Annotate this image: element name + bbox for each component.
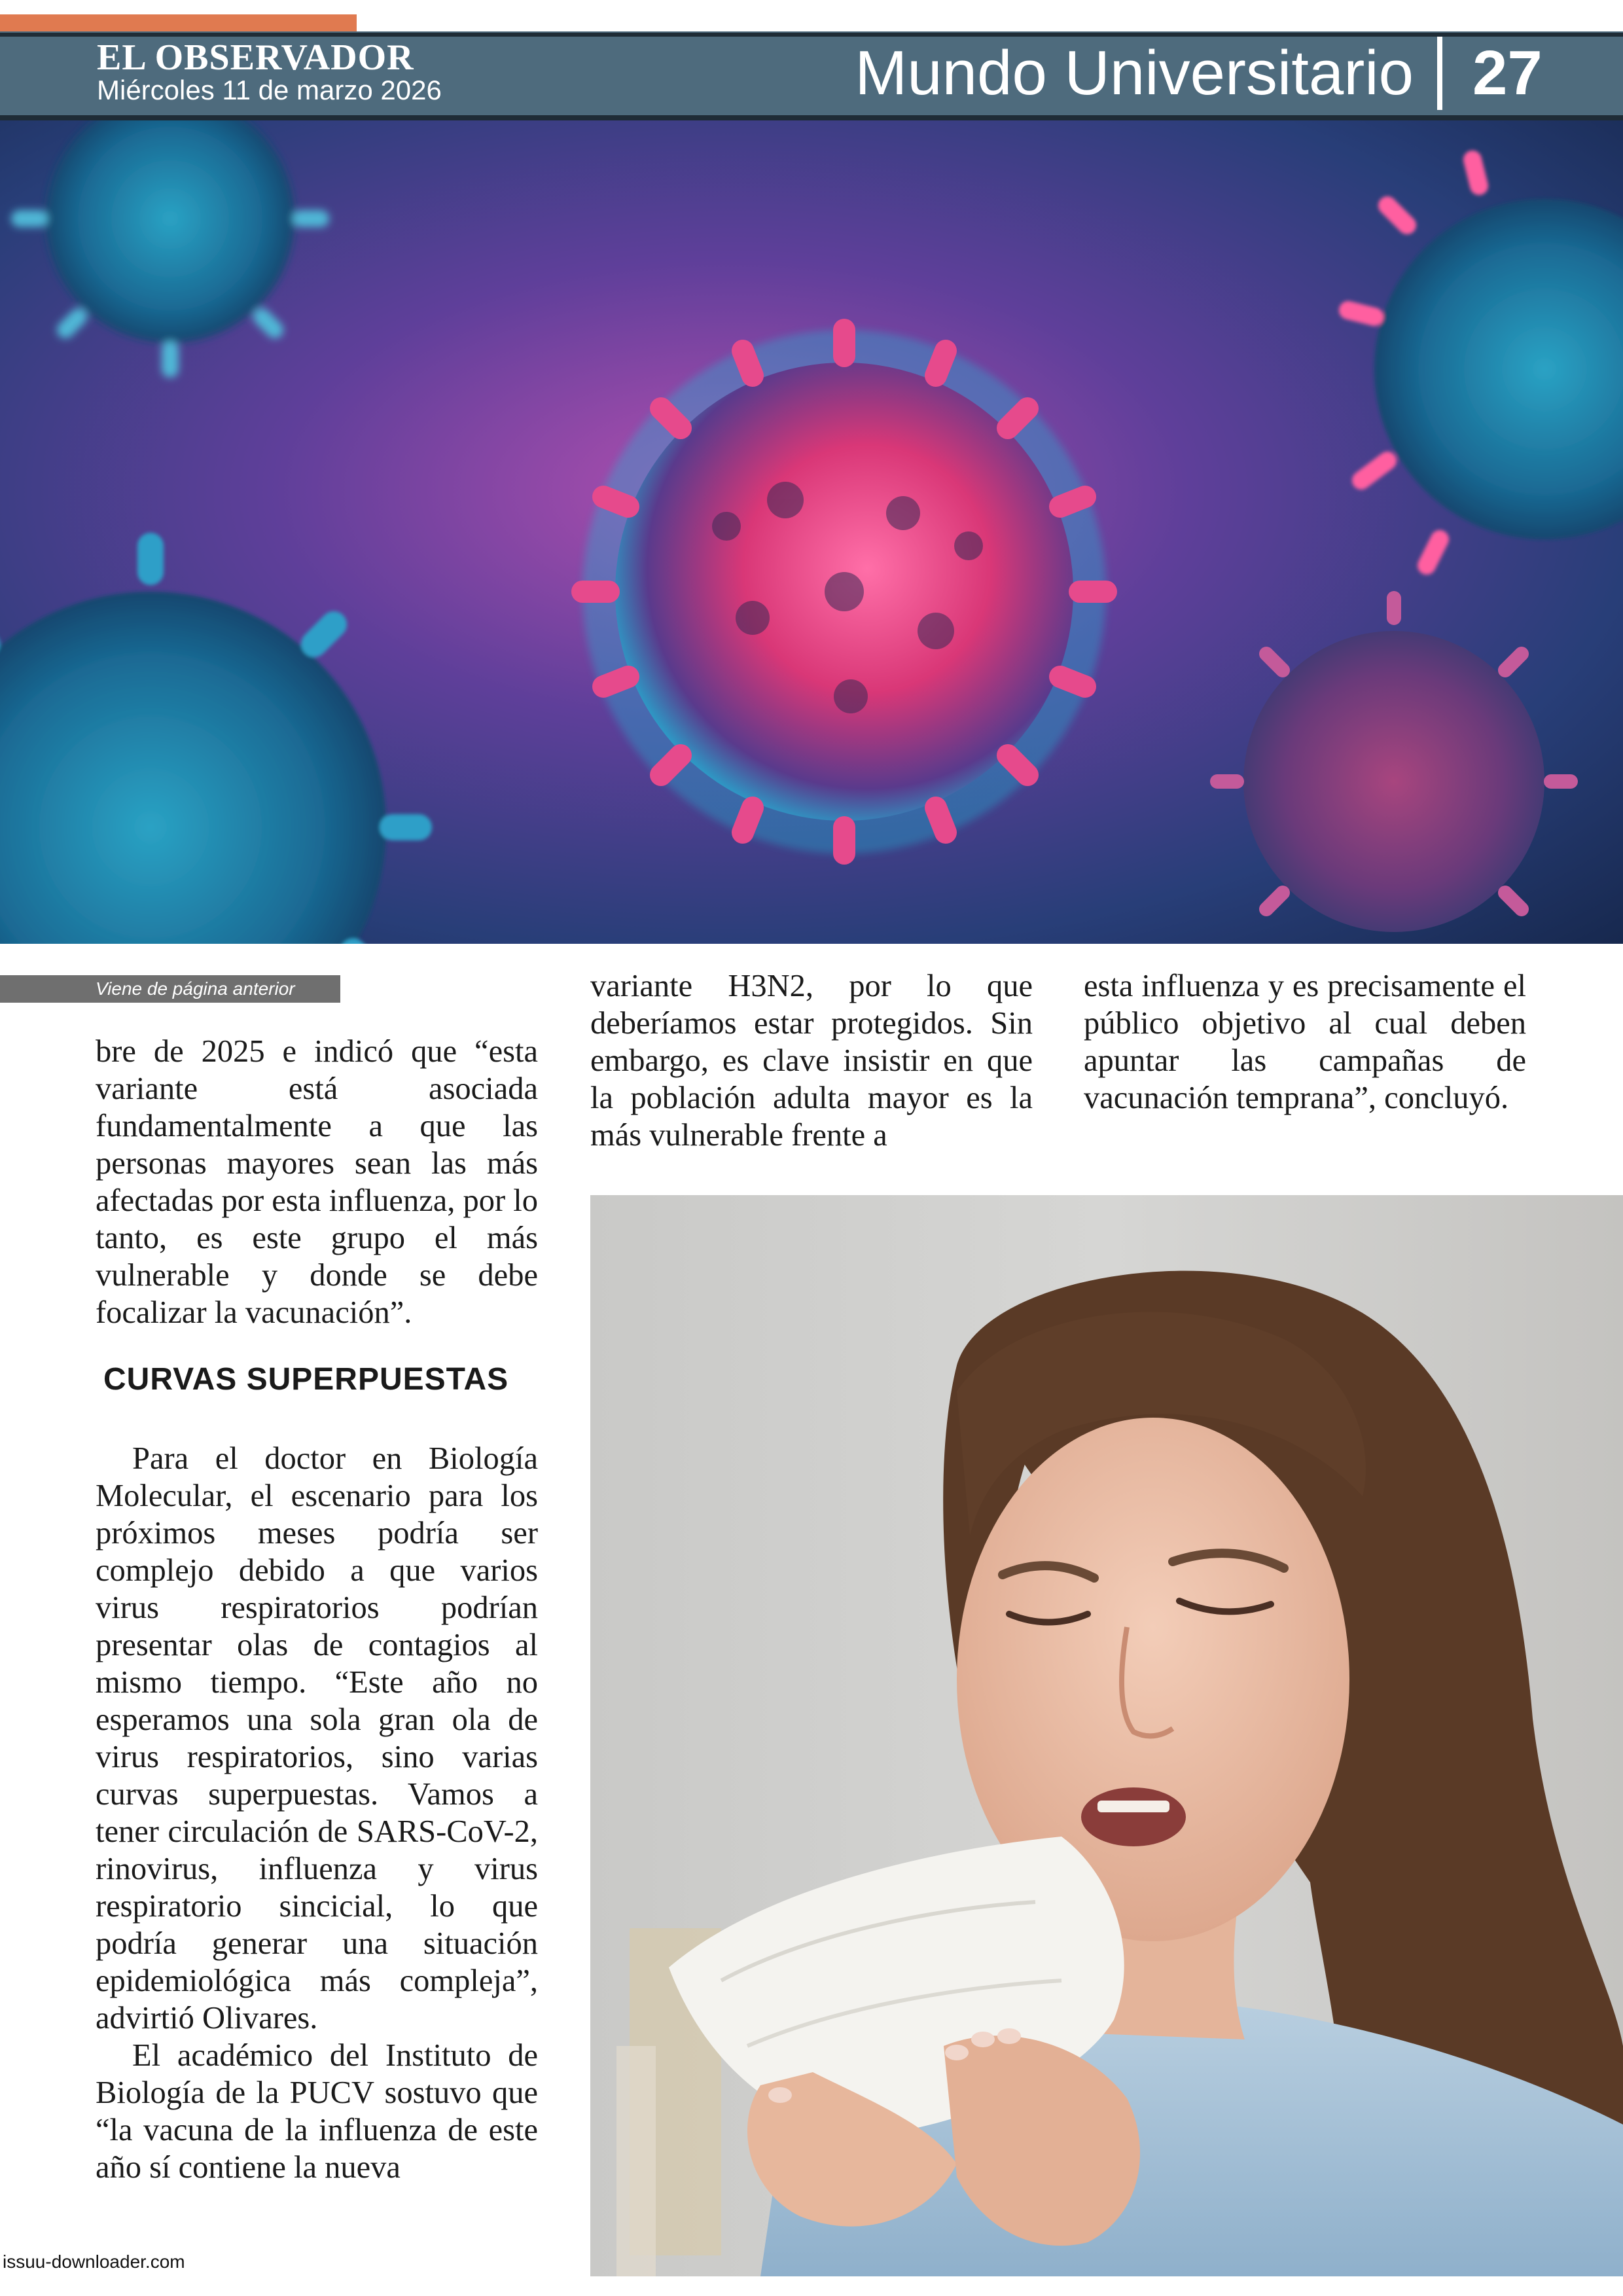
- column3-paragraph-1: esta influenza y es precisamente el público objetivo al cual deben apuntar las campañas de vacunación temprana”, concluyó.: [1084, 969, 1526, 1115]
- article-column-3: [1084, 967, 1526, 1117]
- section-title: Mundo Universitario: [855, 38, 1414, 108]
- section-subheading: CURVAS SUPERPUESTAS: [103, 1362, 509, 1397]
- watermark-text: issuu-downloader.com: [3, 2251, 185, 2272]
- newspaper-name: EL OBSERVADOR: [97, 37, 414, 78]
- column1-paragraph-3: El académico del Instituto de Biología de la PUCV sostuvo que “la vacuna de la influenza de este año sí contiene la nueva: [96, 2038, 538, 2185]
- issue-date: Miércoles 11 de marzo 2026: [97, 75, 442, 105]
- continued-from-previous-label: Viene de página anterior: [0, 975, 340, 1003]
- article-column-1: [96, 1033, 538, 1331]
- page-number: 27: [1472, 38, 1543, 108]
- column2-paragraph-1: variante H3N2, por lo que deberíamos estar protegidos. Sin embargo, es clave insistir en que la población adulta mayor es la más vulnerable frente a: [590, 969, 1033, 1153]
- hero-image-virus: [0, 120, 1623, 944]
- article-column-1-continued: [96, 1440, 538, 2186]
- header-separator: [1437, 37, 1442, 110]
- photo-woman-sneezing: [590, 1195, 1623, 2276]
- header-bottom-rule: [0, 115, 1623, 120]
- article-column-2: [590, 967, 1033, 1154]
- column1-paragraph-2: Para el doctor en Biología Molecular, el escenario para los próximos meses podría ser complejo debido a que varios virus respiratorios podrían presentar olas de contagios al mismo tiempo. “Este año no esperamos una sola gran ola de virus respiratorios, sino varias curvas superpuestas. Vamos a tener circulación de SARS-CoV-2, rinovirus, influenza y virus respiratorio sincicial, lo que podría generar una situación epidemiológica más compleja”, advirtió Olivares.: [96, 1441, 538, 2036]
- column1-paragraph-1: bre de 2025 e indicó que “esta variante está asociada fundamentalmente a que las personas mayores sean las más afectadas por esta influenza, por lo tanto, es este grupo el más vulnerable y donde se debe focalizar la vacunación”.: [96, 1034, 538, 1330]
